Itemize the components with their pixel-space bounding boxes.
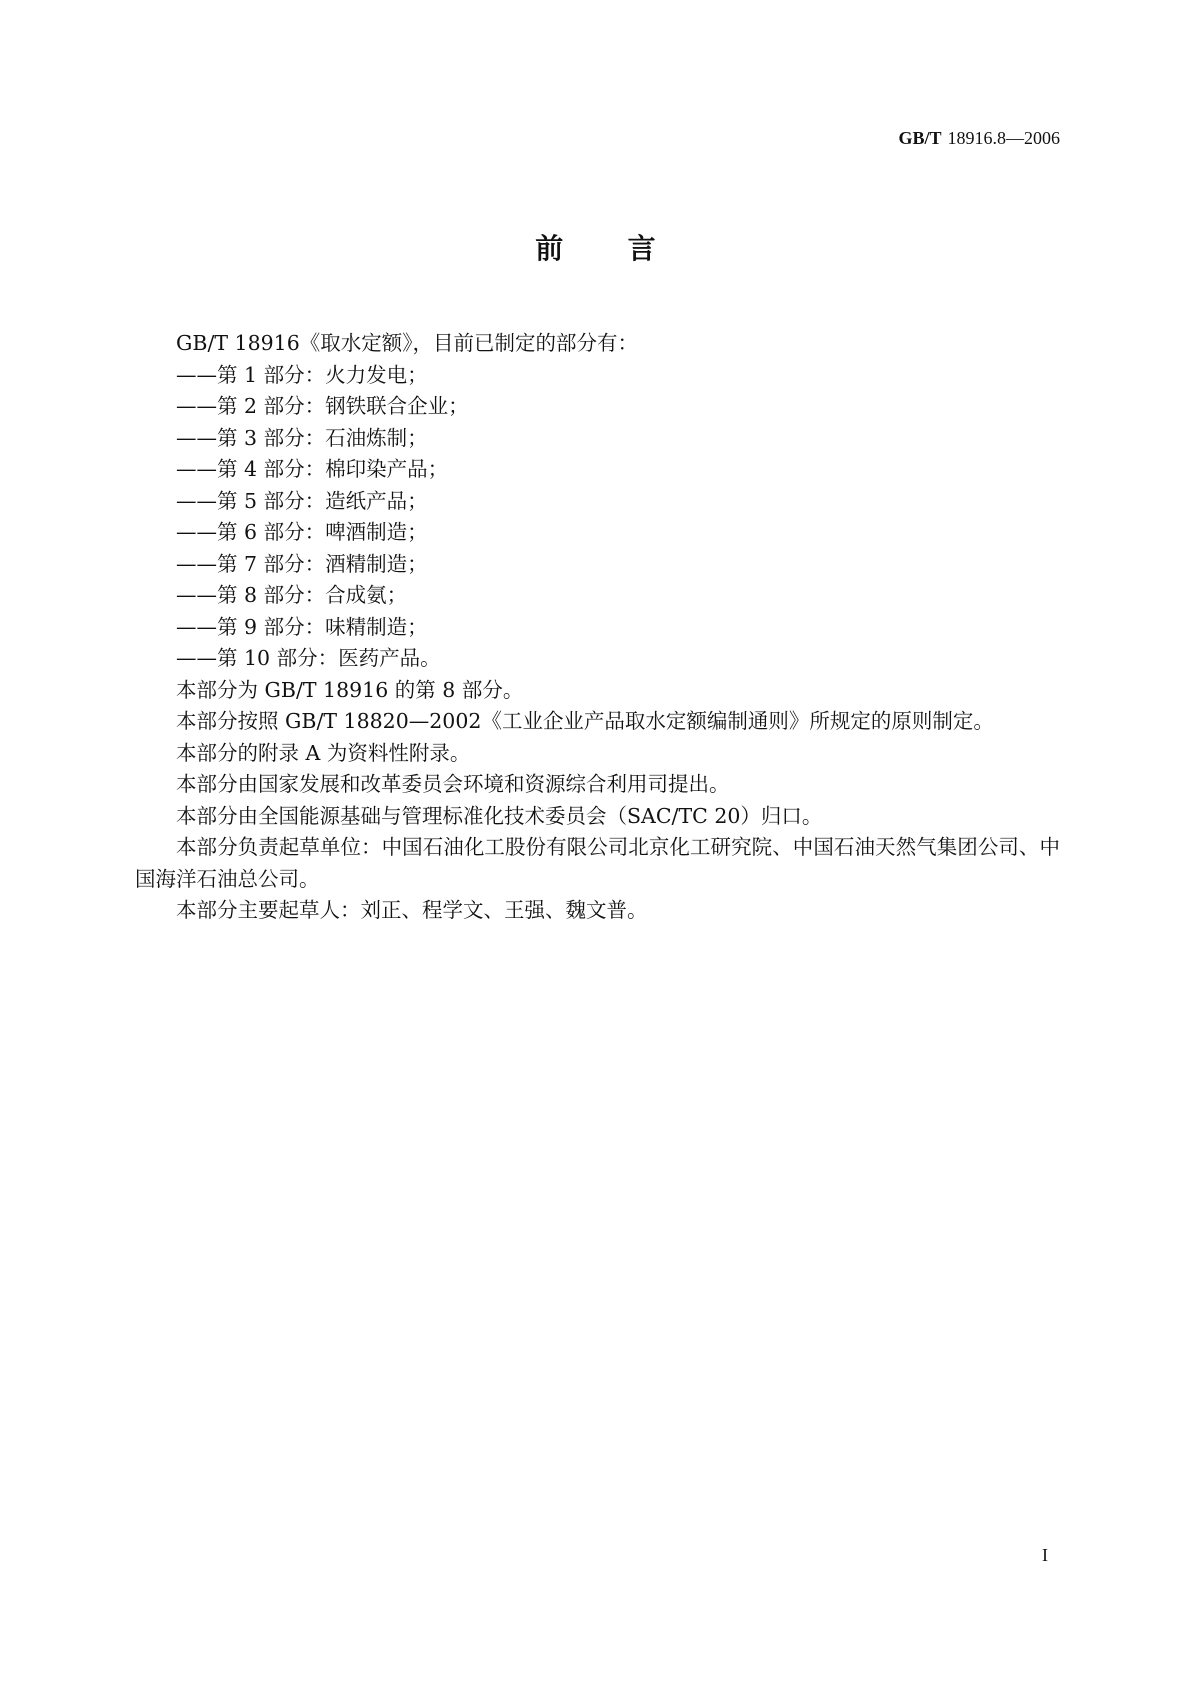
part-list-item: ——第 1 部分：火力发电； — [176, 362, 428, 387]
part-list-item: ——第 6 部分：啤酒制造； — [176, 520, 428, 544]
standard-code-header — [898, 126, 1060, 151]
part-list-item: ——第 5 部分：造纸产品； — [176, 488, 428, 513]
preface-paragraph: 本部分主要起草人：刘正、程学文、王强、魏文普。 — [176, 898, 648, 922]
preface-paragraph: 本部分负责起草单位：中国石油化工股份有限公司北京化工研究院、中国石油天然气集团公司、中国海洋石油总公司。 — [135, 835, 1060, 891]
preface-paragraph: 本部分由全国能源基础与管理标准化技术委员会（SAC/TC 20）归口。 — [176, 803, 823, 828]
part-list-item: ——第 2 部分：钢铁联合企业； — [176, 394, 469, 418]
part-list-item: ——第 10 部分：医药产品。 — [176, 646, 441, 670]
preface-paragraph: 本部分为 GB/T 18916 的第 8 部分。 — [176, 677, 524, 702]
page-number: I — [1042, 1545, 1048, 1565]
page-title: 前言 — [535, 232, 721, 265]
preface-paragraph: 本部分的附录 A 为资料性附录。 — [176, 740, 471, 765]
part-list-item: ——第 4 部分：棉印染产品； — [176, 457, 449, 481]
part-list-item: ——第 8 部分：合成氨； — [176, 583, 408, 607]
preface-paragraph: 本部分由国家发展和改革委员会环境和资源综合利用司提出。 — [176, 772, 730, 796]
part-list-item: ——第 3 部分：石油炼制； — [176, 425, 428, 450]
part-list-item: ——第 7 部分：酒精制造； — [176, 551, 428, 576]
preface-intro: GB/T 18916《取水定额》，目前已制定的部分有： — [176, 331, 638, 355]
part-list-item: ——第 9 部分：味精制造； — [176, 614, 428, 639]
preface-body — [135, 328, 1060, 927]
standard-number: 18916.8—2006 — [947, 128, 1060, 148]
preface-paragraph: 本部分按照 GB/T 18820—2002《工业企业产品取水定额编制通则》所规定的原则制定。 — [176, 709, 994, 733]
standard-prefix: GB/T — [898, 128, 942, 148]
